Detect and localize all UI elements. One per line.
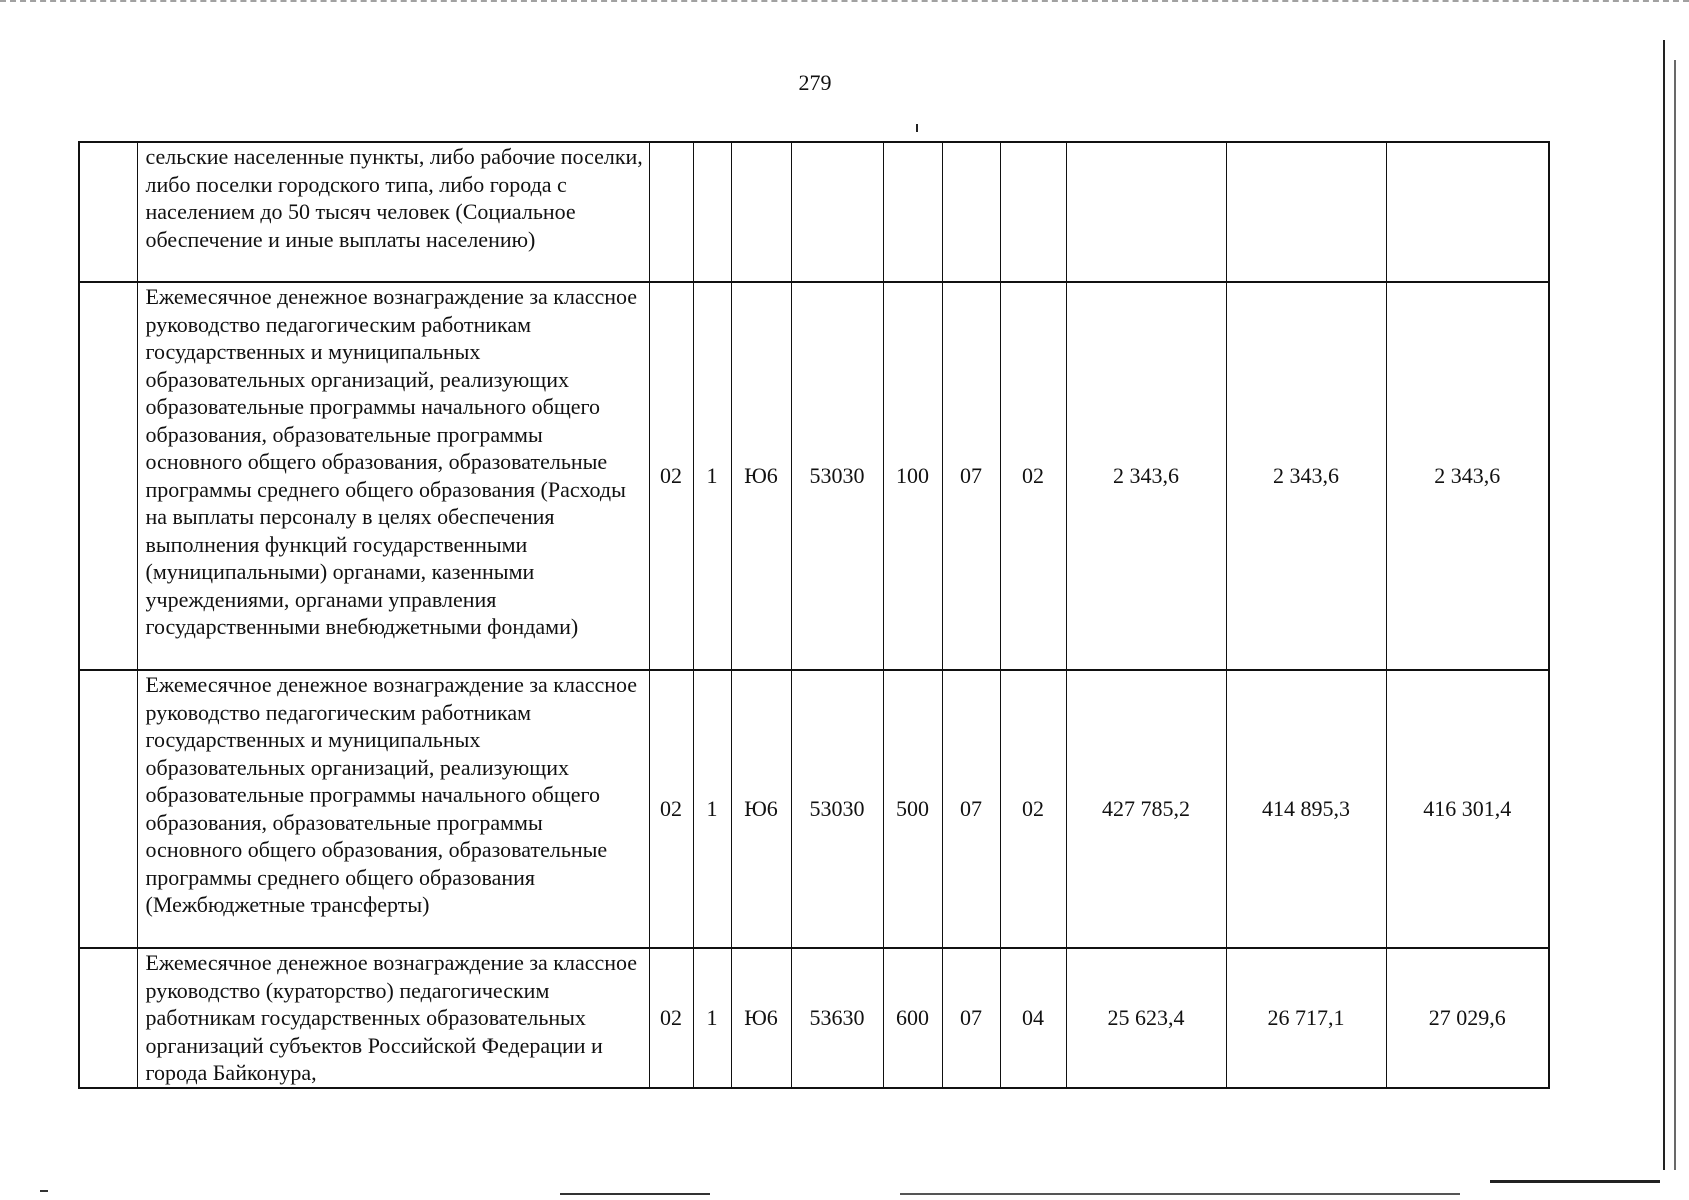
row-index-cell xyxy=(79,948,137,1088)
row-index-cell xyxy=(79,670,137,948)
code-gp: 02 xyxy=(649,282,693,670)
amount-year-2: 414 895,3 xyxy=(1226,670,1386,948)
code-expense-type xyxy=(883,142,942,282)
row-description: Ежемесячное денежное вознаграждение за классное руководство педагогическим работникам государственных и муниципальных образовательных организаций, реализующих образовательные программы начального общего образования, образовательные программы основного общего образования, образовательные программы среднего общего образования (Расходы на выплаты персоналу в целях обеспечения выполнения функций государственными (муниципальными) органами, казенными учреждениями, органами управления государственными внебюджетными фондами) xyxy=(137,282,649,670)
code-subsection: 02 xyxy=(1000,282,1066,670)
code-expense-type: 500 xyxy=(883,670,942,948)
code-subsection xyxy=(1000,142,1066,282)
code-gp: 02 xyxy=(649,670,693,948)
code-expense-type: 600 xyxy=(883,948,942,1088)
code-subsection: 04 xyxy=(1000,948,1066,1088)
scan-mark xyxy=(40,1190,48,1198)
amount-year-3: 2 343,6 xyxy=(1386,282,1549,670)
code-subsection: 02 xyxy=(1000,670,1066,948)
code-direction: 53630 xyxy=(791,948,883,1088)
code-project xyxy=(731,142,791,282)
scan-edge-top xyxy=(0,0,1689,8)
code-expense-type: 100 xyxy=(883,282,942,670)
scan-edge-bottom-2 xyxy=(900,1193,1460,1195)
scan-edge-right xyxy=(1663,40,1665,1170)
page-number: 279 xyxy=(798,70,832,95)
code-section: 07 xyxy=(942,948,1000,1088)
row-description: Ежемесячное денежное вознаграждение за классное руководство педагогическим работникам государственных и муниципальных образовательных организаций, реализующих образовательные программы начального общего образования, образовательные программы основного общего образования, образовательные программы среднего общего образования (Межбюджетные трансферты) xyxy=(137,670,649,948)
code-direction: 53030 xyxy=(791,282,883,670)
code-section: 07 xyxy=(942,670,1000,948)
scan-edge-right-inner xyxy=(1674,60,1676,1170)
amount-year-1 xyxy=(1066,142,1226,282)
row-description: Ежемесячное денежное вознаграждение за классное руководство (кураторство) педагогическим работникам государственных образовательных организаций субъектов Российской Федерации и города Байконура, xyxy=(137,948,649,1088)
budget-table xyxy=(78,141,1550,1089)
code-gp: 02 xyxy=(649,948,693,1088)
row-description: сельские населенные пункты, либо рабочие поселки, либо поселки городского типа, либо города с населением до 50 тысяч человек (Социальное обеспечение и иные выплаты населению) xyxy=(137,142,649,282)
code-project: Ю6 xyxy=(731,670,791,948)
code-direction: 53030 xyxy=(791,670,883,948)
row-index-cell xyxy=(79,282,137,670)
amount-year-2 xyxy=(1226,142,1386,282)
amount-year-3: 416 301,4 xyxy=(1386,670,1549,948)
code-direction xyxy=(791,142,883,282)
amount-year-1: 2 343,6 xyxy=(1066,282,1226,670)
row-index-cell xyxy=(79,142,137,282)
code-gp xyxy=(649,142,693,282)
amount-year-3 xyxy=(1386,142,1549,282)
table-row xyxy=(79,282,1549,670)
code-section xyxy=(942,142,1000,282)
table-row xyxy=(79,142,1549,282)
scan-edge-bottom xyxy=(560,1193,710,1195)
code-subprogram: 1 xyxy=(693,670,731,948)
amount-year-1: 25 623,4 xyxy=(1066,948,1226,1088)
amount-year-1: 427 785,2 xyxy=(1066,670,1226,948)
scan-edge-bottom-3 xyxy=(1490,1180,1660,1183)
code-subprogram: 1 xyxy=(693,948,731,1088)
table-row xyxy=(79,948,1549,1088)
code-project: Ю6 xyxy=(731,948,791,1088)
table-row xyxy=(79,670,1549,948)
code-project: Ю6 xyxy=(731,282,791,670)
code-section: 07 xyxy=(942,282,1000,670)
amount-year-2: 2 343,6 xyxy=(1226,282,1386,670)
scan-tick xyxy=(916,124,918,132)
amount-year-2: 26 717,1 xyxy=(1226,948,1386,1088)
code-subprogram: 1 xyxy=(693,282,731,670)
code-subprogram xyxy=(693,142,731,282)
amount-year-3: 27 029,6 xyxy=(1386,948,1549,1088)
